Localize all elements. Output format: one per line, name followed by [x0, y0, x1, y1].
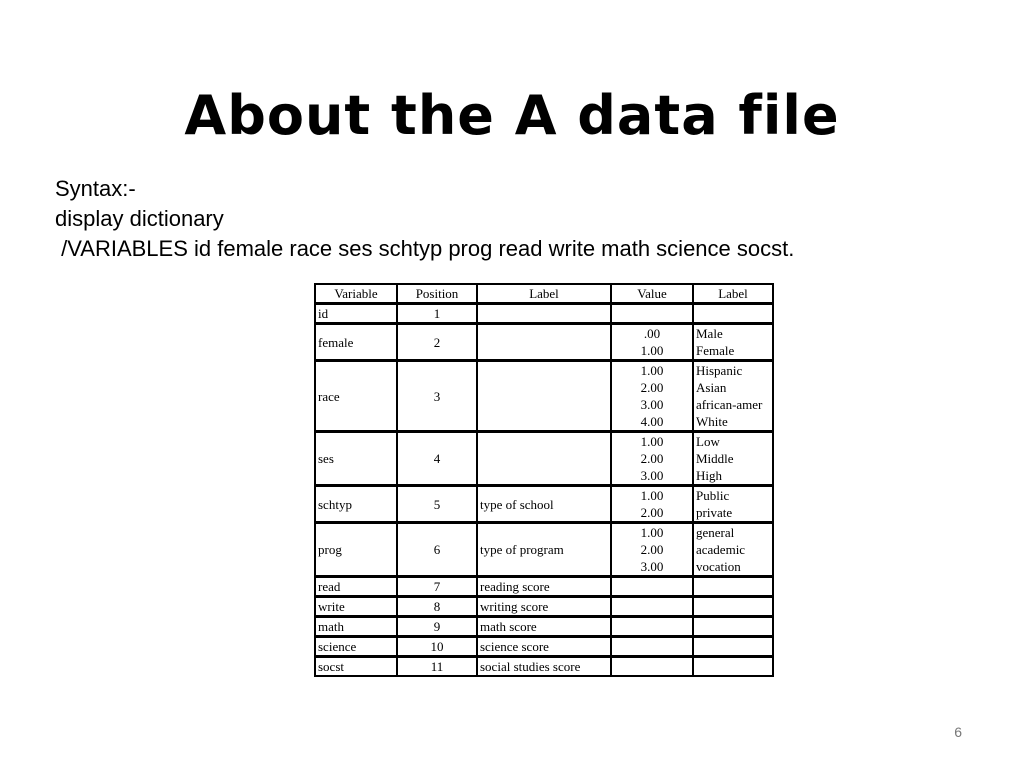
position-cell: 9: [397, 617, 477, 637]
value-label-cell: White: [693, 413, 773, 432]
table-header-row: [315, 284, 773, 304]
value-label-cell: [693, 597, 773, 617]
position-cell: 4: [397, 432, 477, 486]
header-position: Position: [397, 284, 477, 304]
value-label-cell: Middle: [693, 450, 773, 467]
value-cell: [611, 304, 693, 324]
variable-label-cell: social studies score: [477, 657, 611, 677]
variable-label-cell: reading score: [477, 577, 611, 597]
variable-group: [315, 324, 773, 361]
table-row: [315, 637, 773, 657]
variable-label-cell: science score: [477, 637, 611, 657]
value-label-cell: Asian: [693, 379, 773, 396]
table-row: [315, 523, 773, 542]
variable-name-cell: math: [315, 617, 397, 637]
value-cell: 2.00: [611, 379, 693, 396]
variable-label-cell: writing score: [477, 597, 611, 617]
variable-label-cell: [477, 361, 611, 432]
value-cell: [611, 657, 693, 677]
position-cell: 5: [397, 486, 477, 523]
value-cell: [611, 637, 693, 657]
variable-name-cell: write: [315, 597, 397, 617]
table-row: [315, 324, 773, 343]
header-value: Value: [611, 284, 693, 304]
variable-name-cell: science: [315, 637, 397, 657]
value-cell: [611, 597, 693, 617]
position-cell: 7: [397, 577, 477, 597]
table-row: [315, 486, 773, 505]
variable-label-cell: [477, 432, 611, 486]
table-row: [315, 432, 773, 451]
value-label-cell: [693, 637, 773, 657]
variable-group: [315, 523, 773, 577]
value-cell: 3.00: [611, 467, 693, 486]
table-row: [315, 361, 773, 380]
variable-label-cell: type of school: [477, 486, 611, 523]
header-label: Label: [477, 284, 611, 304]
value-label-cell: general: [693, 523, 773, 542]
value-label-cell: [693, 657, 773, 677]
value-label-cell: Hispanic: [693, 361, 773, 380]
value-cell: 3.00: [611, 396, 693, 413]
value-label-cell: vocation: [693, 558, 773, 577]
variable-group: [315, 486, 773, 523]
variable-name-cell: read: [315, 577, 397, 597]
value-label-cell: Male: [693, 324, 773, 343]
position-cell: 10: [397, 637, 477, 657]
value-label-cell: academic: [693, 541, 773, 558]
value-cell: 1.00: [611, 523, 693, 542]
value-cell: 2.00: [611, 541, 693, 558]
value-cell: 1.00: [611, 432, 693, 451]
variable-label-cell: [477, 304, 611, 324]
value-cell: [611, 617, 693, 637]
value-label-cell: [693, 304, 773, 324]
value-cell: 1.00: [611, 361, 693, 380]
variable-group: [315, 657, 773, 677]
position-cell: 1: [397, 304, 477, 324]
variable-label-cell: math score: [477, 617, 611, 637]
variable-group: [315, 597, 773, 617]
value-cell: .00: [611, 324, 693, 343]
value-cell: 2.00: [611, 450, 693, 467]
value-label-cell: Public: [693, 486, 773, 505]
table-row: [315, 657, 773, 677]
header-value-label: Label: [693, 284, 773, 304]
position-cell: 3: [397, 361, 477, 432]
slide-title: About the A data file: [184, 84, 840, 147]
variable-name-cell: female: [315, 324, 397, 361]
variable-name-cell: schtyp: [315, 486, 397, 523]
header-variable: Variable: [315, 284, 397, 304]
variable-group: [315, 304, 773, 324]
table-row: [315, 304, 773, 324]
table-row: [315, 617, 773, 637]
variable-group: [315, 637, 773, 657]
value-label-cell: Low: [693, 432, 773, 451]
syntax-line: /VARIABLES id female race ses schtyp prog read write math science socst.: [55, 236, 795, 261]
syntax-line: display dictionary: [55, 206, 224, 231]
variable-label-cell: type of program: [477, 523, 611, 577]
position-cell: 6: [397, 523, 477, 577]
value-label-cell: Female: [693, 342, 773, 361]
variable-group: [315, 432, 773, 486]
variable-group: [315, 617, 773, 637]
position-cell: 11: [397, 657, 477, 677]
value-cell: 3.00: [611, 558, 693, 577]
syntax-text: [55, 174, 794, 264]
variable-name-cell: socst: [315, 657, 397, 677]
value-cell: 4.00: [611, 413, 693, 432]
variable-label-cell: [477, 324, 611, 361]
table-row: [315, 577, 773, 597]
variable-group: [315, 361, 773, 432]
table-row: [315, 597, 773, 617]
variable-name-cell: race: [315, 361, 397, 432]
value-cell: [611, 577, 693, 597]
syntax-line: Syntax:-: [55, 176, 136, 201]
value-label-cell: High: [693, 467, 773, 486]
variable-name-cell: ses: [315, 432, 397, 486]
value-cell: 1.00: [611, 486, 693, 505]
variable-name-cell: id: [315, 304, 397, 324]
variable-name-cell: prog: [315, 523, 397, 577]
position-cell: 8: [397, 597, 477, 617]
page-number: 6: [954, 724, 962, 740]
value-label-cell: [693, 577, 773, 597]
value-label-cell: private: [693, 504, 773, 523]
value-label-cell: [693, 617, 773, 637]
variable-group: [315, 577, 773, 597]
value-cell: 2.00: [611, 504, 693, 523]
dictionary-table: [314, 283, 774, 677]
value-cell: 1.00: [611, 342, 693, 361]
position-cell: 2: [397, 324, 477, 361]
value-label-cell: african-amer: [693, 396, 773, 413]
